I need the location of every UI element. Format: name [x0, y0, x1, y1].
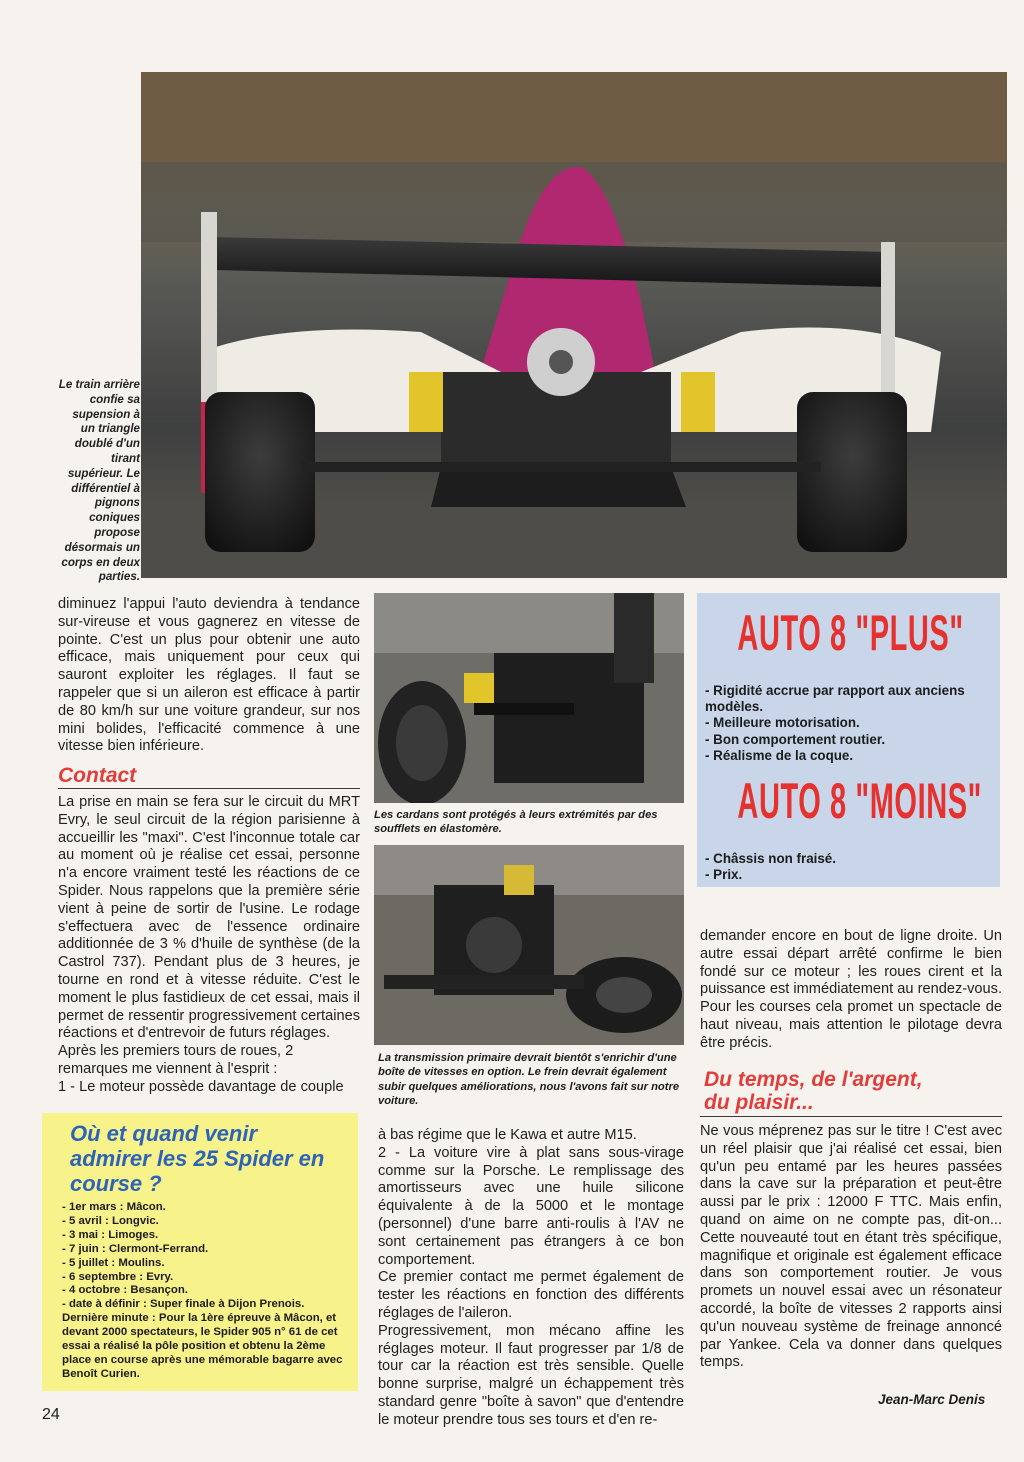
paragraph: à bas régime que le Kawa et autre M15.	[378, 1127, 637, 1143]
list-item: - 6 septembre : Evry.	[62, 1270, 174, 1283]
hero-caption: Le train arrière confie sa supension à un triangle doublé d'un tirant supérieur. Le différentiel à pignons coniques propose désormais un corps en deux parties.	[58, 378, 140, 584]
minus-title: AUTO 8 "MOINS"	[737, 773, 982, 829]
page-number: 24	[42, 1406, 60, 1423]
paragraph: 2 - La voiture vire à plat sans sous-virage comme sur la Porsche. Le remplissage des amortisseurs avec une huile silicone équivalente à de la 5000 et le montage (personnel) d'une barre anti-roulis à l'AV ne sont certainement pas étrangers à ce bon comportement.	[378, 1144, 684, 1268]
paragraph: diminuez l'appui l'auto deviendra à tendance sur-vireuse et vous gagnerez en vitesse de pointe. C'est un plus pour obtenir une auto efficace, mais uniquement pour ceux qui sauront exploiter les réglages. Il faut se rappeler que si un aileron est efficace à partir de 80 km/h sur une voiture grandeur, sur nos mini bolides, l'efficacité commence à une vitesse bien inférieure.	[58, 596, 360, 755]
photo-transmission-caption: La transmission primaire devrait bientôt s'enrichir d'une boîte de vitesses en option. Le frein devrait également subir quelques améliorations, nous l'avons fait sur notre voiture.	[378, 1052, 680, 1108]
paragraph: Ce premier contact me permet également de tester les réactions en fonction des différents réglages de l'aileron.	[378, 1269, 684, 1321]
list-item: - Meilleure motorisation.	[705, 715, 860, 731]
list-item: - 7 juin : Clermont-Ferrand.	[62, 1242, 209, 1255]
author-signature: Jean-Marc Denis	[878, 1392, 986, 1407]
transmission-illustration	[374, 845, 684, 1045]
photo-cv-joints	[374, 593, 684, 803]
race-calendar-box	[42, 1113, 358, 1391]
cv-joint-illustration	[374, 593, 684, 803]
column-1-contact	[58, 794, 360, 1097]
late-news: Dernière minute : Pour la 1ère épreuve à Mâcon, et devant 2000 spectateurs, le Spider 905 n° 61 de cet essai a réalisé la pôle position et obtenu la 2ème place en course après une mémorable bagarre avec Benoît Curien.	[62, 1312, 343, 1380]
column-1-intro	[58, 596, 360, 756]
hero-photo-rear-suspension	[141, 72, 1007, 578]
paragraph: La prise en main se fera sur le circuit du MRT Evry, le seul circuit de la région parisienne à accueillir les "maxi". C'est l'inconnue totale car au moment où je réalise cet essai, personne n'a encore vraiment testé les réactions de ce Spider. Nous rappelons que la première série vient à peine de sortir de l'usine. Le rodage s'effectuera avec de l'essence ordinaire additionnée de 3 % d'huile de synthèse (de la Castrol 737). Pendant plus de 3 heures, je tourne en rond et à vitesse réduite. C'est le moment le plus fastidieux de cet essai, mais il permet de ressentir progressivement certaines réactions et d'entrevoir de futurs réglages.	[58, 794, 360, 1042]
contact-heading: Contact	[58, 764, 137, 787]
heading-line-2: du plaisir...	[704, 1091, 814, 1114]
list-item: - 5 juillet : Moulins.	[62, 1256, 165, 1269]
paragraph: Progressivement, mon mécano affine les réglages moteur. Il faut progresser par 1/8 de tour car la réaction est très sensible. Quelle bonne surprise, malgré un échappement très standard genre "boîte à savon" que d'entendre le moteur prendre tous ses tours et d'en re-	[378, 1322, 684, 1428]
list-item: - date à définir : Super finale à Dijon Prenois.	[62, 1298, 305, 1311]
heading-rule	[58, 788, 360, 789]
column-3-bottom	[700, 1123, 1002, 1372]
list-item: - Châssis non fraisé.	[705, 851, 836, 866]
heading-rule	[700, 1116, 1002, 1117]
column-2-text	[378, 1127, 684, 1430]
rc-car-rear-illustration	[141, 72, 1007, 578]
paragraph: Ne vous méprenez pas sur le titre ! C'est avec un réel plaisir que j'ai réalisé cet essai, bien qu'un peu entamé par les heures passées dans la cave sur la préparation et peut-être aussi par le prix : 12000 F TTC. Mais enfin, quand on aime on ne compte pas, dit-on... Cette nouveauté tout en étant très spécifique, magnifique et originale est également efficace dans son comportement routier. Je vous promets un nouvel essai avec un résonateur accordé, la boîte de vitesses 2 rapports ainsi qu'un nouveau système de freinage annoncé par Yankee. Cela va donner dans quelques temps.	[700, 1123, 1002, 1371]
list-item: 1 - Le moteur possède davantage de couple	[58, 1078, 344, 1095]
heading-line-1: Du temps, de l'argent,	[704, 1068, 923, 1091]
list-item: - 4 octobre : Besançon.	[62, 1284, 188, 1297]
photo-transmission	[374, 845, 684, 1045]
column-3-top	[700, 928, 1002, 1053]
paragraph: Après les premiers tours de roues, 2 remarques me viennent à l'esprit :	[58, 1043, 294, 1077]
list-item: - 3 mai : Limoges.	[62, 1228, 159, 1241]
list-item: - Réalisme de la coque.	[705, 747, 854, 763]
race-calendar-list	[62, 1201, 352, 1382]
list-item: - 1er mars : Mâcon.	[62, 1201, 166, 1213]
paragraph: demander encore en bout de ligne droite. Un autre essai départ arrêté confirme le bien fondé sur ce moteur ; les roues cirent et la puissance est immédiatement au rendez-vous. Pour les courses cela promet un spectacle de haut niveau, mais attention le pilotage devra être précis.	[700, 928, 1002, 1051]
list-item: - Prix.	[705, 867, 743, 883]
money-heading	[704, 1068, 1004, 1114]
list-item: - 5 avril : Longvic.	[62, 1214, 159, 1227]
list-item: - Bon comportement routier.	[705, 731, 886, 747]
list-item: - Rigidité accrue par rapport aux anciens modèles.	[705, 683, 965, 715]
plus-title: AUTO 8 "PLUS"	[737, 605, 964, 661]
plus-minus-box	[697, 593, 1000, 887]
photo-cv-joints-caption: Les cardans sont protégés à leurs extrémités par des soufflets en élastomère.	[374, 809, 658, 836]
plus-list	[705, 683, 995, 764]
race-calendar-title: Où et quand venir admirer les 25 Spider en course ?	[70, 1121, 325, 1196]
minus-list	[705, 851, 995, 883]
